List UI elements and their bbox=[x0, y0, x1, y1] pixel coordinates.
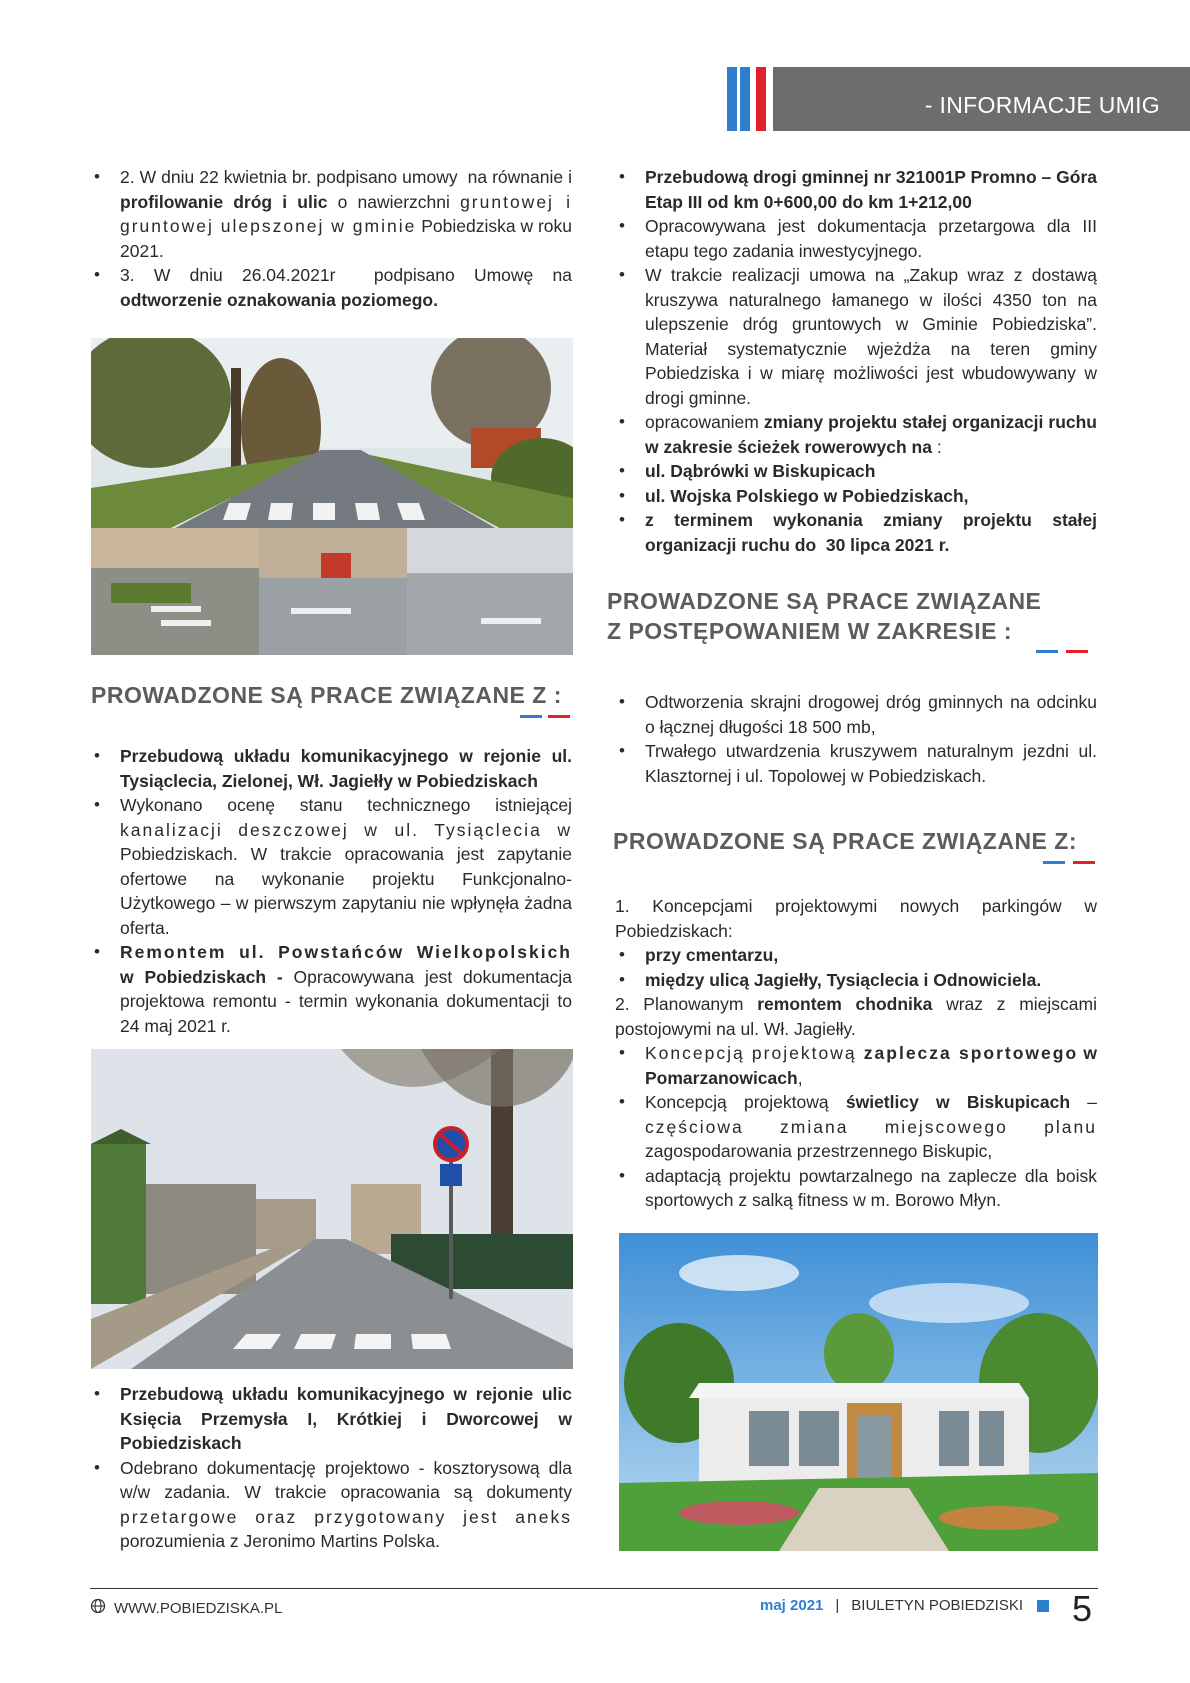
left-top-list bbox=[90, 165, 572, 312]
left-mid-list bbox=[90, 744, 572, 1038]
list-item: • opracowaniem zmiany projektu stałej organizacji ruchu w zakresie ścieżek rowerowych na : bbox=[615, 410, 1097, 459]
list-item: • Remontem ul. Powstańców Wielkopolskich w Pobiedziskach - Opracowywana jest dokumentacja projektowa remontu - termin wykonania dokumentacji to 24 maj 2021 r. bbox=[90, 940, 572, 1038]
paragraph: 1. Koncepcjami projektowymi nowych parkingów w Pobiedziskach: bbox=[615, 896, 1097, 941]
section-title-right-1: PROWADZONE SĄ PRACE ZWIĄZANE Z POSTĘPOWANIEM W ZAKRESIE : bbox=[607, 588, 1042, 644]
list-item: • Trwałego utwardzenia kruszywem naturalnym jezdni ul. Klasztornej i ul. Topolowej w Pobiedziskach. bbox=[615, 739, 1097, 788]
list-item: • Wykonano ocenę stanu technicznego istniejącej kanalizacji deszczowej w ul. Tysiąclecia w Pobiedziskach. W trakcie opracowania jest zapytanie ofertowe na wykonanie projektu Funkcjonalno-Użytkowego – w pierwszym zapytaniu nie wpłynęła żadna oferta. bbox=[90, 793, 572, 940]
list-item: • Przebudową układu komunikacyjnego w rejonie ulic Księcia Przemysła I, Krótkiej i Dworcowej w Pobiedziskach bbox=[90, 1382, 572, 1456]
paragraph: 2. Planowanym remontem chodnika wraz z miejscami postojowymi na ul. Wł. Jagiełły. bbox=[615, 994, 1097, 1039]
square-icon bbox=[1037, 1600, 1049, 1612]
left-bottom-list bbox=[90, 1382, 572, 1554]
list-item: • Przebudową układu komunikacyjnego w rejonie ul. Tysiąclecia, Zielonej, Wł. Jagiełły w Pobiedziskach bbox=[90, 744, 572, 793]
footer-website[interactable] bbox=[90, 1598, 282, 1618]
list-item: • 2. W dniu 22 kwietnia br. podpisano umowy na równanie i profilowanie dróg i ulic o nawierzchni gruntowej i gruntowej ulepszonej w gminie Pobiedziska w roku 2021. bbox=[90, 165, 572, 263]
footer-separator: | bbox=[835, 1597, 840, 1614]
list-item: • Odtworzenia skrajni drogowej dróg gminnych na odcinku o łącznej długości 18 500 mb, bbox=[615, 690, 1097, 739]
photo-building-render bbox=[619, 1233, 1098, 1551]
page-number: 5 bbox=[1072, 1588, 1093, 1629]
website-link[interactable]: WWW.POBIEDZISKA.PL bbox=[114, 1599, 283, 1617]
list-item: • Odebrano dokumentację projektowo - kosztorysową dla w/w zadania. W trakcie opracowania są dokumenty przetargowe oraz przygotowany jest aneks porozumienia z Jeronimo Martins Polska. bbox=[90, 1456, 572, 1554]
list-item: • 3. W dniu 26.04.2021r podpisano Umowę na odtworzenie oznakowania poziomego. bbox=[90, 263, 572, 312]
right-mid-list bbox=[615, 690, 1097, 788]
issue-date: maj 2021 bbox=[760, 1597, 824, 1614]
section-title-left: PROWADZONE SĄ PRACE ZWIĄZANE Z : bbox=[91, 682, 562, 708]
photo-street-sign bbox=[91, 1049, 573, 1369]
title-underline-blue bbox=[1043, 861, 1065, 864]
header-section-label: - INFORMACJE UMIG bbox=[773, 67, 1190, 131]
header-stripe-blue-2 bbox=[740, 67, 750, 131]
title-underline-red bbox=[548, 715, 570, 718]
publication-name: BIULETYN POBIEDZISKI bbox=[851, 1597, 1024, 1614]
list-item: • Opracowywana jest dokumentacja przetargowa dla III etapu tego zadania inwestycyjnego. bbox=[615, 214, 1097, 263]
footer-rule bbox=[90, 1588, 1098, 1589]
list-item: • adaptacją projektu powtarzalnego na zaplecze dla boisk sportowych z salką fitness w m. Borowo Młyn. bbox=[615, 1164, 1097, 1213]
list-item: • między ulicą Jagiełły, Tysiąclecia i Odnowiciela. bbox=[615, 968, 1097, 993]
footer-issue-info bbox=[760, 1597, 1049, 1614]
section-title-right-2: PROWADZONE SĄ PRACE ZWIĄZANE Z: bbox=[613, 828, 1077, 854]
list-item: • ul. Dąbrówki w Biskupicach bbox=[615, 459, 1097, 484]
title-underline-red bbox=[1073, 861, 1095, 864]
list-item: • ul. Wojska Polskiego w Pobiedziskach, bbox=[615, 484, 1097, 509]
title-underline-red bbox=[1066, 650, 1088, 653]
list-item: • z terminem wykonania zmiany projektu stałej organizacji ruchu do 30 lipca 2021 r. bbox=[615, 508, 1097, 557]
header-stripe-red bbox=[756, 67, 766, 131]
list-item: • Przebudową drogi gminnej nr 321001P Promno – Góra Etap III od km 0+600,00 do km 1+212,00 bbox=[615, 165, 1097, 214]
list-item: • Koncepcją projektową świetlicy w Biskupicach – częściowa zmiana miejscowego planu zagospodarowania przestrzennego Biskupic, bbox=[615, 1090, 1097, 1164]
list-item: • Koncepcją projektową zaplecza sportowego w Pomarzanowicach, bbox=[615, 1041, 1097, 1090]
list-item: • przy cmentarzu, bbox=[615, 943, 1097, 968]
header-stripe-blue-1 bbox=[727, 67, 737, 131]
right-bottom-text bbox=[615, 894, 1097, 1213]
globe-icon bbox=[90, 1598, 106, 1618]
list-item: • W trakcie realizacji umowa na „Zakup wraz z dostawą kruszywa naturalnego łamanego w ilości 4350 ton na ulepszenie dróg gruntowych w Gminie Pobiedziska”. Materiał systematycznie wjeżdża na teren gminy Pobiedziska i w miarę możliwości jest wbudowywany w drogi gminne. bbox=[615, 263, 1097, 410]
right-top-list bbox=[615, 165, 1097, 557]
title-underline-blue bbox=[520, 715, 542, 718]
photo-street-crosswalk bbox=[91, 338, 573, 655]
title-underline-blue bbox=[1036, 650, 1058, 653]
